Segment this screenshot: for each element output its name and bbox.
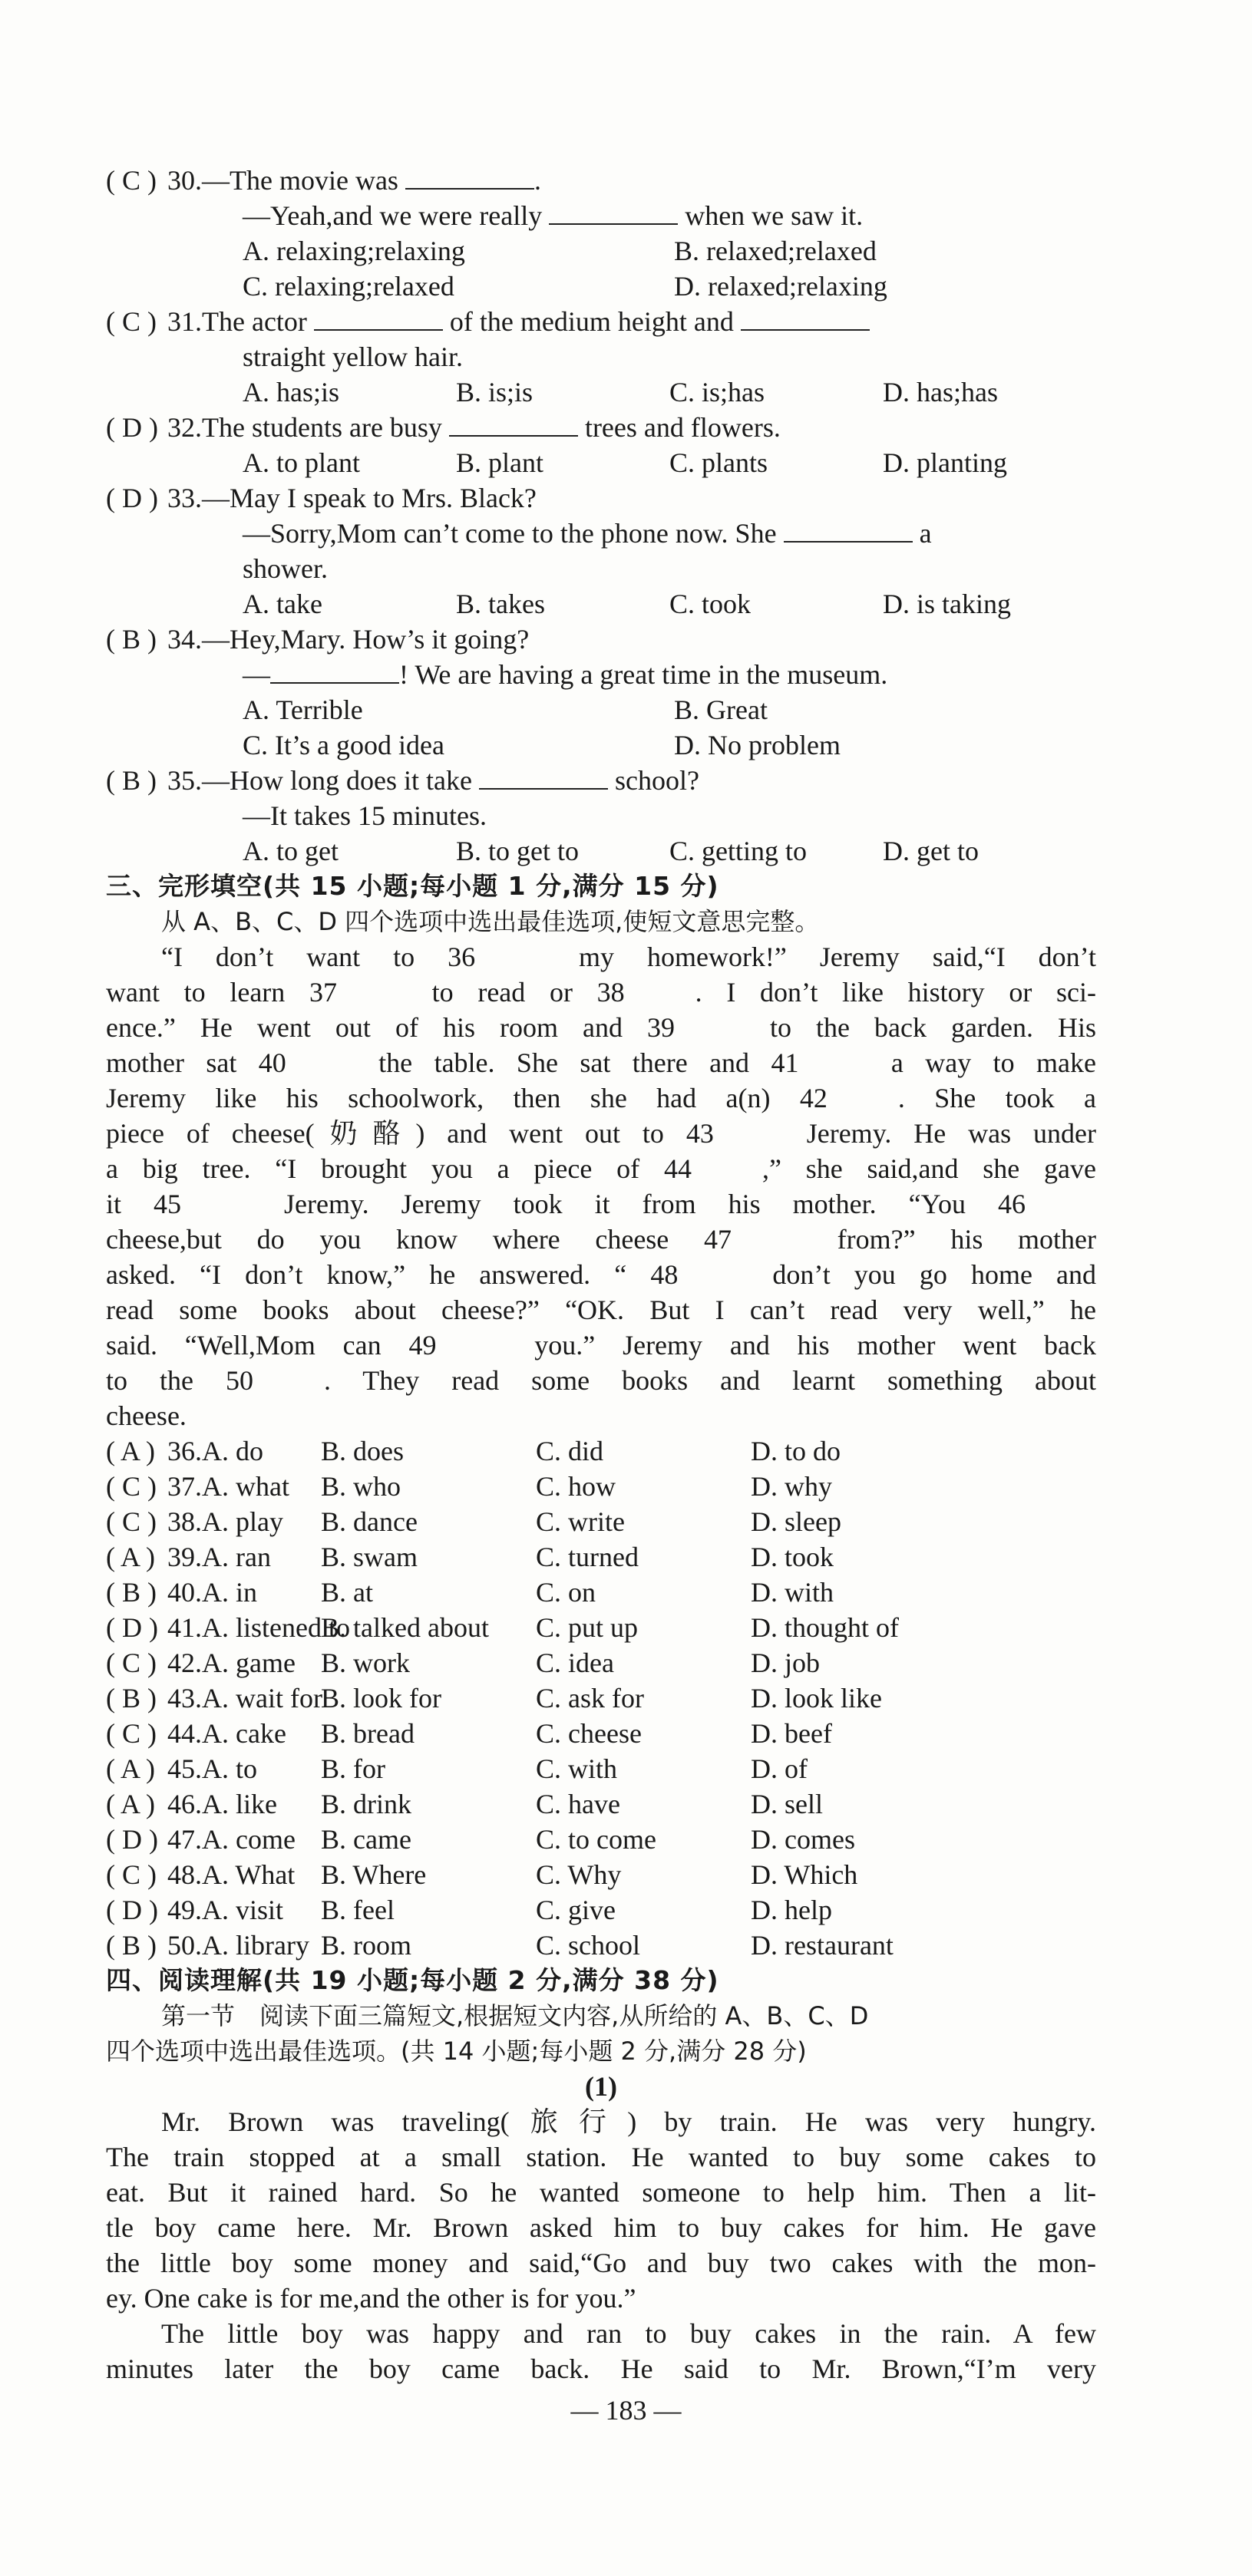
cloze-line xyxy=(106,1116,1096,1151)
section-3-title: 三、完形填空(共 15 小题;每小题 1 分,满分 15 分) xyxy=(106,871,719,901)
option-c: C. with xyxy=(536,1753,618,1784)
option-b: B. at xyxy=(321,1577,373,1608)
options-31: A. has;is B. is;is C. is;has D. has;has xyxy=(243,377,998,407)
option-a: A. to xyxy=(202,1753,257,1784)
option-a: A. listened to xyxy=(202,1612,350,1643)
option-a: A. game xyxy=(202,1648,296,1678)
option-c: C. turned xyxy=(536,1542,639,1572)
cloze-question-47 xyxy=(106,1822,1096,1857)
cloze-question-45 xyxy=(106,1751,1096,1786)
cloze-blank: 50 xyxy=(226,1363,324,1398)
answer-blank xyxy=(314,305,443,331)
cloze-line xyxy=(106,1222,1096,1257)
passage-number: (1) xyxy=(585,2071,617,2102)
cloze-line xyxy=(106,1080,1096,1116)
cloze-text: to the back garden. His xyxy=(745,1012,1096,1043)
cloze-text: cheese. xyxy=(106,1400,187,1431)
question-35: ( B ) 35.—How long does it take school? xyxy=(106,765,699,796)
section-4-instructions-2: 四个选项中选出最佳选项。(共 14 小题;每小题 2 分,满分 28 分) xyxy=(106,2037,807,2066)
cloze-blank: 49 xyxy=(408,1328,507,1363)
question-number: 38. xyxy=(167,1506,202,1537)
option-d: D. sleep xyxy=(751,1506,841,1537)
cloze-text: Jeremy. Jeremy took it from his mother. “You xyxy=(252,1189,998,1219)
cloze-text: cheese,but do you know where cheese xyxy=(106,1224,704,1255)
answer-mark: ( A ) xyxy=(106,1542,156,1572)
option-d: D. job xyxy=(751,1648,820,1678)
answer-mark: ( C ) xyxy=(106,1506,157,1537)
page-number: — 183 — xyxy=(570,2395,682,2426)
cloze-blank: 38 xyxy=(597,975,695,1010)
option-b: B. look for xyxy=(321,1683,441,1713)
cloze-question-39 xyxy=(106,1539,1096,1575)
cloze-question-43 xyxy=(106,1681,1096,1716)
question-number: 47. xyxy=(167,1824,202,1855)
cloze-question-49 xyxy=(106,1892,1096,1928)
cloze-blank: 41 xyxy=(771,1045,869,1080)
cloze-blank: 40 xyxy=(259,1045,357,1080)
answer-blank xyxy=(549,199,678,225)
reading-line: minutes later the boy came back. He said to Mr. Brown,“I’m very xyxy=(106,2353,1096,2384)
section-4-title: 四、阅读理解(共 19 小题;每小题 2 分,满分 38 分) xyxy=(106,1965,719,1995)
option-b: B. does xyxy=(321,1436,404,1466)
cloze-text: it xyxy=(106,1189,154,1219)
answer-mark: ( D ) xyxy=(106,1824,158,1855)
option-d: D. to do xyxy=(751,1436,841,1466)
reading-passage xyxy=(106,2104,1096,2386)
option-a: A. like xyxy=(202,1789,277,1819)
option-b: B. bread xyxy=(321,1718,415,1749)
cloze-text: . I don’t like history or sci- xyxy=(695,977,1096,1008)
option-a: A. ran xyxy=(202,1542,271,1572)
cloze-blank: 37 xyxy=(309,975,408,1010)
option-b: B. work xyxy=(321,1648,410,1678)
cloze-text: from?” his mother xyxy=(801,1224,1096,1255)
option-a: A. What xyxy=(202,1859,296,1890)
cloze-blank: 43 xyxy=(686,1116,785,1151)
answer-mark: ( A ) xyxy=(106,1789,156,1819)
option-a: A. wait for xyxy=(202,1683,322,1713)
options-35: A. to get B. to get to C. getting to D. get to xyxy=(243,836,979,866)
cloze-blank: 39 xyxy=(647,1010,745,1045)
cloze-text: you.” Jeremy and his mother went back xyxy=(507,1330,1096,1361)
question-number: 39. xyxy=(167,1542,202,1572)
reading-line: Mr. Brown was traveling(旅行) by train. He was very hungry. xyxy=(161,2106,1096,2137)
question-number: 43. xyxy=(167,1683,202,1713)
option-c: C. Why xyxy=(536,1859,622,1890)
option-b: B. dance xyxy=(321,1506,418,1537)
cloze-text: . They read some books and learnt something about xyxy=(323,1365,1096,1396)
answer-mark: ( B ) xyxy=(106,1930,157,1961)
cloze-text: Jeremy like his schoolwork, then she had a(n) xyxy=(106,1083,800,1113)
cloze-passage xyxy=(106,939,1096,1433)
cloze-text: asked. “I don’t know,” he answered. “ xyxy=(106,1259,651,1290)
reading-line: ey. One cake is for me,and the other is for you.” xyxy=(106,2283,636,2314)
cloze-text: . She took a xyxy=(897,1083,1096,1113)
question-number: 49. xyxy=(167,1895,202,1925)
cloze-question-42 xyxy=(106,1645,1096,1681)
answer-mark: ( C ) xyxy=(106,1471,157,1502)
cloze-question-38 xyxy=(106,1504,1096,1539)
option-b: B. Where xyxy=(321,1859,427,1890)
cloze-text: Jeremy. He was under xyxy=(784,1118,1096,1149)
option-c: C. on xyxy=(536,1577,596,1608)
option-d: D. thought of xyxy=(751,1612,899,1643)
cloze-blank: 36 xyxy=(448,939,546,975)
cloze-text: my homework!” Jeremy said,“I don’t xyxy=(546,942,1096,972)
section-3-instructions: 从 A、B、C、D 四个选项中选出最佳选项,使短文意思完整。 xyxy=(161,907,820,936)
option-b: B. who xyxy=(321,1471,401,1502)
cloze-text: mother sat xyxy=(106,1047,259,1078)
cloze-line xyxy=(106,1151,1096,1186)
option-b: B. swam xyxy=(321,1542,418,1572)
cloze-line xyxy=(106,939,1096,975)
question-number: 45. xyxy=(167,1753,202,1784)
options-34: A. Terrible B. Great xyxy=(243,694,768,725)
cloze-line xyxy=(106,1186,1096,1222)
section-4-instructions-1: 第一节 阅读下面三篇短文,根据短文内容,从所给的 A、B、C、D xyxy=(161,2001,869,2030)
question-33: ( D ) 33.—May I speak to Mrs. Black? xyxy=(106,483,537,513)
option-c: C. put up xyxy=(536,1612,639,1643)
cloze-question-36 xyxy=(106,1433,1096,1469)
option-d: D. beef xyxy=(751,1718,832,1749)
cloze-question-40 xyxy=(106,1575,1096,1610)
question-number: 37. xyxy=(167,1471,202,1502)
cloze-text: want to learn xyxy=(106,977,309,1008)
options-33: A. take B. takes C. took D. is taking xyxy=(243,589,1011,619)
cloze-line xyxy=(106,1328,1096,1363)
question-number: 48. xyxy=(167,1859,202,1890)
option-b: B. came xyxy=(321,1824,411,1855)
option-d: D. look like xyxy=(751,1683,882,1713)
option-b: B. room xyxy=(321,1930,412,1961)
cloze-text: the table. She sat there and xyxy=(356,1047,771,1078)
cloze-question-48 xyxy=(106,1857,1096,1892)
cloze-line xyxy=(106,1398,1096,1433)
reading-line: tle boy came here. Mr. Brown asked him to buy cakes for him. He gave xyxy=(106,2212,1096,2243)
option-b: B. talked about xyxy=(321,1612,489,1643)
cloze-answer-list xyxy=(106,1433,1096,1963)
answer-mark: ( A ) xyxy=(106,1436,156,1466)
cloze-line xyxy=(106,1363,1096,1398)
option-a: A. what xyxy=(202,1471,289,1502)
cloze-question-50 xyxy=(106,1928,1096,1963)
cloze-blank: 47 xyxy=(704,1222,802,1257)
answer-mark: ( C ) xyxy=(106,1859,157,1890)
reading-line: The little boy was happy and ran to buy cakes in the rain. A few xyxy=(161,2318,1096,2349)
cloze-text: read some books about cheese?” “OK. But I can’t read very well,” he xyxy=(106,1295,1096,1325)
answer-mark: ( A ) xyxy=(106,1753,156,1784)
question-32: ( D ) 32.The students are busy trees and flowers. xyxy=(106,412,781,443)
option-c: C. to come xyxy=(536,1824,656,1855)
cloze-line xyxy=(106,1257,1096,1292)
option-c: C. give xyxy=(536,1895,616,1925)
cloze-text: a way to make xyxy=(869,1047,1096,1078)
answer-mark: ( B ) xyxy=(106,1683,157,1713)
option-d: D. help xyxy=(751,1895,832,1925)
option-c: C. how xyxy=(536,1471,616,1502)
reading-line: The train stopped at a small station. He wanted to buy some cakes to xyxy=(106,2142,1096,2172)
cloze-text: ,” she said,and she gave xyxy=(761,1153,1096,1184)
option-a: A. cake xyxy=(202,1718,286,1749)
reading-line: the little boy some money and said,“Go and buy two cakes with the mon- xyxy=(106,2248,1096,2278)
answer-blank xyxy=(784,516,913,543)
option-d: D. Which xyxy=(751,1859,858,1890)
option-c: C. school xyxy=(536,1930,641,1961)
page-content: ( C ) 30.—The movie was . —Yeah,and we were really when we saw it. A. relaxing;relaxing B. relaxed;relaxed C. relaxing;relaxed D. relaxed;relaxing ( C ) 31.The actor of the medium height and straight yellow hair. A. has;is B. is;is C. is;has D. has;has ( D ) 32.The students are busy trees and flowers. A. to plant B. plant C. plants D. planting ( D ) 33.—May I speak to Mrs. Black? —Sorry,Mom can’t come to the phone now. She a shower. A. take B. takes C. took D. is taking ( B ) 34.—Hey,Mary. How’s it going? — ! We are having a great time in the museum. A. Terrible B. Great C. It’s a good idea D. No problem ( B ) 35.—How long does it take school? —It takes 15 minutes. A. to get B. to get to C. getting to D. get to 三、完形填空(共 15 小题;每小题 1 分,满分 15 分) 从 A、B、C、D 四个选项中选出最佳选项,使短文意思完整。 “I don’t want to 36 my homework!” Jeremy said,“I don’t want to learn 37 to read or 38 . I don’t like history or sci- ence.” He went out of his room and 39 to the back garden. His mother sat 40 the table. She sat there and 41 a way to make Jeremy like his schoolwork, then she had a(n) 42 . She took a piece of cheese(奶酪) and went out to 43 Jeremy. He was under a big tree. “I brought you a piece of 44 ,” she said,and she gave it 45 Jeremy. Jeremy took it from his mother. “You 46 cheese,but do you know where cheese 47 from?” his mother asked. “I don’t know,” he answered. “ 48 don’t you go home and read some books about cheese?” “OK. But I can’t read very well,” he said. “Well,Mom can 49 you.” Jeremy and his mother went back to the 50 . They read some books and learnt something about cheese. ( A ) 36.A. do B. does C. did D. to do ( C ) 37.A. what B. who C. how D. why ( C ) 38.A. play B. dance C. write D. sleep ( A ) 39.A. ran B. swam C. turned D. took ( B ) 40.A. in B. at C. on D. with ( D ) 41.A. listened to B. talked about C. put up D. thought of ( C ) 42.A. game B. work C. idea D. job ( B ) 43.A. wait for B. look for C. ask for D. look like ( C ) 44.A. cake B. bread C. cheese D. beef ( A ) 45.A. to B. for C. with D. of ( A ) 46.A. like B. drink C. have D. sell ( D ) 47.A. come B. came C. to come D. comes ( C ) 48.A. What B. Where C. Why D. Which ( D ) 49.A. visit B. feel C. give D. help ( B ) 50.A. library B. room C. school D. restaurant 四、阅读理解(共 19 小题;每小题 2 分,满分 38 分) 第一节 阅读下面三篇短文,根据短文内容,从所给的 A、B、C、D 四个选项中选出最佳选项。(共 14 小题;每小题 2 分,满分 28 分) (1) Mr. Brown was traveling(旅行) by train. He was very hungry. The train stopped at a small station. He wanted to buy some cakes to eat. But it rained hard. So he wanted someone to help him. Then a lit- tle boy came here. Mr. Brown asked him to buy cakes for him. He gave the little boy some money and said,“Go and buy two cakes with the mon- ey. One cake is for me,and the other is for you.” The little boy was happy and ran to buy cakes in the rain. A few minutes later the boy came back. He said to Mr. Brown,“I’m very xyxy=(106,163,1096,2386)
option-d: D. sell xyxy=(751,1789,823,1819)
answer-mark: ( D ) xyxy=(106,1612,158,1643)
question-34: ( B ) 34.—Hey,Mary. How’s it going? xyxy=(106,624,530,655)
question-number: 42. xyxy=(167,1648,202,1678)
cloze-line xyxy=(106,975,1096,1010)
cloze-question-37 xyxy=(106,1469,1096,1504)
option-b: B. drink xyxy=(321,1789,412,1819)
answer-blank xyxy=(741,305,870,331)
option-b: B. feel xyxy=(321,1895,395,1925)
question-30: ( C ) 30.—The movie was . xyxy=(106,165,541,196)
answer-blank xyxy=(479,764,608,790)
question-number: 44. xyxy=(167,1718,202,1749)
option-d: D. took xyxy=(751,1542,834,1572)
answer-blank xyxy=(405,163,534,190)
cloze-line xyxy=(106,1010,1096,1045)
option-c: C. idea xyxy=(536,1648,614,1678)
cloze-text: don’t you go home and xyxy=(748,1259,1096,1290)
option-c: C. did xyxy=(536,1436,604,1466)
question-number: 50. xyxy=(167,1930,202,1961)
option-a: A. in xyxy=(202,1577,257,1608)
option-a: A. come xyxy=(202,1824,296,1855)
cloze-text: a big tree. “I brought you a piece of xyxy=(106,1153,664,1184)
question-number: 46. xyxy=(167,1789,202,1819)
options-30: A. relaxing;relaxing B. relaxed;relaxed xyxy=(243,236,877,266)
answer-mark: ( D ) xyxy=(106,1895,158,1925)
option-a: A. visit xyxy=(202,1895,284,1925)
question-31: ( C ) 31.The actor of the medium height and xyxy=(106,304,1096,339)
answer-mark: ( C ) xyxy=(106,1718,157,1749)
cloze-text: to the xyxy=(106,1365,226,1396)
answer-blank xyxy=(270,658,399,684)
options-32: A. to plant B. plant C. plants D. planting xyxy=(243,447,1007,478)
question-number: 40. xyxy=(167,1577,202,1608)
cloze-question-41 xyxy=(106,1610,1096,1645)
option-d: D. comes xyxy=(751,1824,855,1855)
option-d: D. of xyxy=(751,1753,808,1784)
answer-blank xyxy=(449,411,578,437)
cloze-blank: 48 xyxy=(650,1257,748,1292)
option-a: A. play xyxy=(202,1506,283,1537)
option-c: C. ask for xyxy=(536,1683,644,1713)
question-number: 36. xyxy=(167,1436,202,1466)
cloze-line xyxy=(106,1045,1096,1080)
cloze-text: “I don’t want to xyxy=(161,942,448,972)
answer-mark: ( B ) xyxy=(106,1577,157,1608)
cloze-text: to read or xyxy=(407,977,597,1008)
option-a: A. do xyxy=(202,1436,263,1466)
option-c: C. cheese xyxy=(536,1718,642,1749)
option-b: B. for xyxy=(321,1753,385,1784)
cloze-question-44 xyxy=(106,1716,1096,1751)
option-c: C. have xyxy=(536,1789,620,1819)
option-d: D. with xyxy=(751,1577,834,1608)
cloze-text: piece of cheese(奶酪) and went out to xyxy=(106,1118,686,1149)
option-a: A. library xyxy=(202,1930,309,1961)
cloze-blank: 44 xyxy=(664,1151,762,1186)
answer-mark: ( C ) xyxy=(106,1648,157,1678)
cloze-blank: 46 xyxy=(998,1186,1096,1222)
reading-line: eat. But it rained hard. So he wanted someone to help him. Then a lit- xyxy=(106,2177,1096,2208)
cloze-text: ence.” He went out of his room and xyxy=(106,1012,647,1043)
question-number: 41. xyxy=(167,1612,202,1643)
option-d: D. why xyxy=(751,1471,832,1502)
cloze-text: said. “Well,Mom can xyxy=(106,1330,409,1361)
cloze-blank: 45 xyxy=(154,1186,252,1222)
cloze-blank: 42 xyxy=(800,1080,898,1116)
cloze-line xyxy=(106,1292,1096,1328)
option-c: C. write xyxy=(536,1506,625,1537)
option-d: D. restaurant xyxy=(751,1930,894,1961)
cloze-question-46 xyxy=(106,1786,1096,1822)
